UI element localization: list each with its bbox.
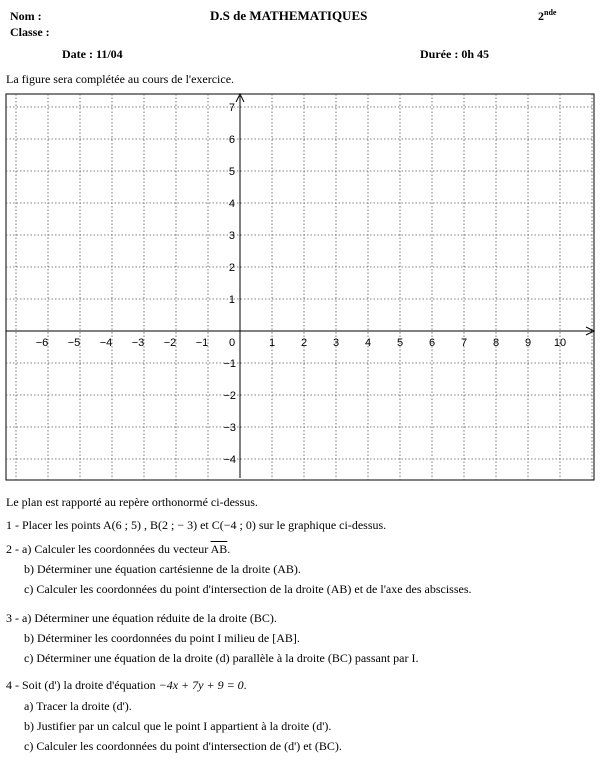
question-3c: c) Déterminer une équation de la droite (d) parallèle à la droite (BC) passant par I. xyxy=(24,651,419,665)
x-tick-label: 9 xyxy=(524,337,532,349)
question-4a: a) Tracer la droite (d'). xyxy=(24,699,132,713)
q2a-suffix: . xyxy=(227,542,231,556)
x-tick-label: 6 xyxy=(428,337,436,349)
class-level-number: 2 xyxy=(538,9,544,23)
y-tick-label: 5 xyxy=(228,166,235,178)
q4-prefix: 4 - Soit (d') la droite d'équation xyxy=(6,678,156,692)
x-tick-label: 5 xyxy=(396,337,404,349)
x-tick-labels xyxy=(36,337,566,349)
y-tick-label: 7 xyxy=(228,102,235,114)
question-3a: 3 - a) Déterminer une équation réduite de la droite (BC). xyxy=(6,611,277,625)
graph-frame xyxy=(6,94,594,480)
q2a-prefix: 2 - a) Calculer les coordonnées du vecteur xyxy=(6,542,209,556)
nom-label: Nom : xyxy=(10,9,42,23)
q1-points: A(6 ; 5) , B(2 ; − 3) et C(−4 ; 0) xyxy=(103,518,256,532)
y-tick-label: −3 xyxy=(223,422,236,434)
x-tick-label: 7 xyxy=(460,337,468,349)
x-tick-label: 3 xyxy=(332,337,340,349)
question-4b: b) Justifier par un calcul que le point I appartient à la droite (d'). xyxy=(24,719,332,733)
y-tick-label: 1 xyxy=(228,294,235,306)
y-tick-label: 2 xyxy=(228,262,235,274)
q2a-vector: $\overline{AB}$ xyxy=(210,542,228,556)
y-tick-label: −1 xyxy=(223,358,236,370)
page-title: D.S de MATHEMATIQUES xyxy=(210,8,368,23)
y-tick-labels xyxy=(223,102,236,466)
question-2a xyxy=(6,542,230,557)
question-2b: b) Déterminer une équation cartésienne de la droite (AB). xyxy=(24,562,301,576)
x-tick-label: −5 xyxy=(67,337,81,349)
grid-lines xyxy=(6,94,594,480)
x-tick-label: −4 xyxy=(99,337,113,349)
exam-date: Date : 11/04 xyxy=(62,47,123,61)
q4-equation: −4x + 7y + 9 = 0 xyxy=(158,678,244,692)
x-tick-label: 0 xyxy=(228,337,236,349)
x-tick-label: −3 xyxy=(131,337,145,349)
q4-suffix: . xyxy=(243,678,247,692)
x-tick-label: 8 xyxy=(492,337,500,349)
y-tick-label: 6 xyxy=(228,134,235,146)
question-4 xyxy=(6,678,247,693)
question-3b: b) Déterminer les coordonnées du point I milieu de [AB]. xyxy=(24,631,300,645)
y-tick-label: −4 xyxy=(223,454,236,466)
plan-statement: Le plan est rapporté au repère orthonormé ci-dessus. xyxy=(6,495,258,509)
question-2c: c) Calculer les coordonnées du point d'intersection de la droite (AB) et de l'axe des abscisses. xyxy=(24,582,472,596)
q1-suffix: sur le graphique ci-dessus. xyxy=(258,518,387,532)
question-1 xyxy=(6,518,386,533)
x-tick-label: 1 xyxy=(268,337,276,349)
x-tick-label: −1 xyxy=(195,337,209,349)
y-tick-label: −2 xyxy=(223,390,236,402)
class-level-sup: nde xyxy=(544,8,557,17)
x-tick-label: −6 xyxy=(35,337,49,349)
y-tick-label: 3 xyxy=(228,230,235,242)
q1-prefix: 1 - Placer les points xyxy=(6,518,101,532)
classe-label: Classe : xyxy=(10,25,50,39)
x-tick-label: 2 xyxy=(300,337,308,349)
x-tick-label: −2 xyxy=(163,337,177,349)
exam-duration: Durée : 0h 45 xyxy=(420,47,489,61)
y-tick-label: 4 xyxy=(228,198,235,210)
x-tick-label: 10 xyxy=(553,337,567,349)
intro-text: La figure sera complétée au cours de l'exercice. xyxy=(6,72,235,86)
x-tick-label: 4 xyxy=(364,337,372,349)
question-4c: c) Calculer les coordonnées du point d'intersection de (d') et (BC). xyxy=(24,739,342,753)
